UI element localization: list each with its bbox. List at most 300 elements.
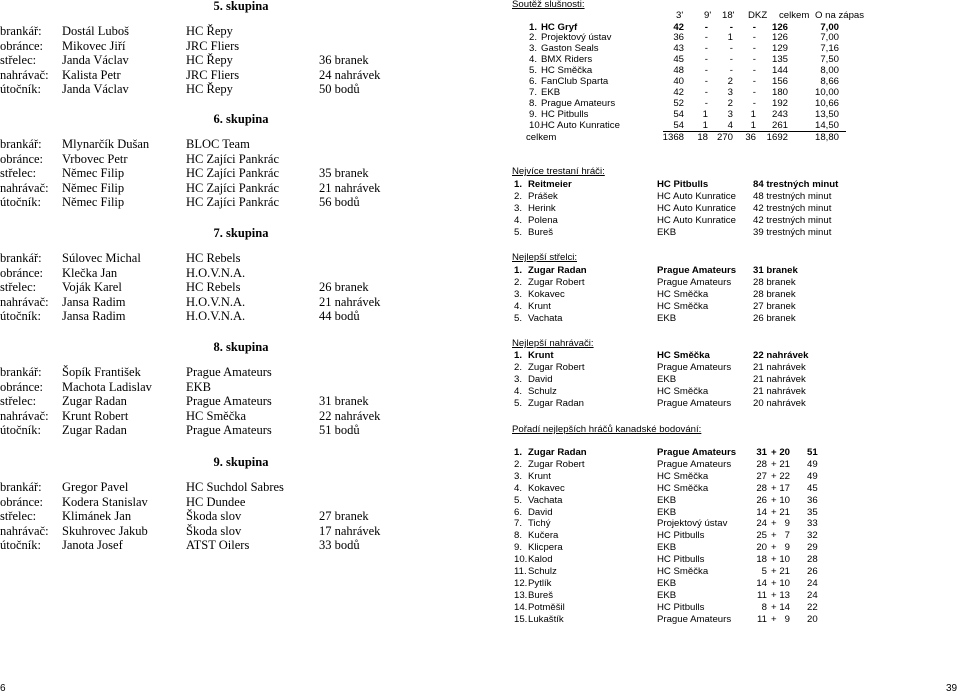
canadian-row xyxy=(0,530,960,542)
canadian-points: 22 xyxy=(807,601,818,613)
allstar-team: HC Dundee xyxy=(186,494,246,509)
penalized-name: Bureš xyxy=(528,227,554,239)
allstar-team: HC Směčka xyxy=(186,408,247,423)
canadian-name: Vachata xyxy=(528,494,563,506)
penalized-name: Herink xyxy=(528,203,556,215)
canadian-row xyxy=(0,459,960,471)
canadian-team: EKB xyxy=(657,542,677,554)
fairplay-c18: - xyxy=(729,65,733,77)
canadian-points: 33 xyxy=(807,518,818,530)
allstar-name: Janda Václav xyxy=(62,53,129,68)
shooters-rank: 3. xyxy=(514,289,523,301)
allstar-team: Prague Amateurs xyxy=(186,365,272,379)
penalized-team: HC Pitbulls xyxy=(657,179,709,190)
canadian-goals: 5 xyxy=(761,566,767,577)
canadian-points: 24 xyxy=(807,589,818,601)
allstar-role: nahrávač: xyxy=(0,180,49,195)
canadian-plus: + xyxy=(771,506,777,518)
canadian-assists: 9 xyxy=(784,613,790,625)
passers-name: Zugar Radan xyxy=(528,398,584,410)
passers-row xyxy=(0,362,960,374)
penalized-value: 42 trestných minut xyxy=(753,215,832,227)
canadian-assists: 13 xyxy=(779,589,790,601)
canadian-name: Klicpera xyxy=(528,542,563,554)
penalized-rank: 3. xyxy=(514,203,523,215)
shooters-value: 27 branek xyxy=(753,301,796,313)
canadian-goals: 24 xyxy=(756,518,767,530)
penalized-value: 39 trestných minut xyxy=(753,227,832,239)
allstar-team: JRC Fliers xyxy=(186,67,240,82)
fairplay-total-row xyxy=(0,132,960,144)
allstar-name: Kalista Petr xyxy=(62,67,121,82)
canadian-assists: 21 xyxy=(779,458,790,470)
shooters-team: Prague Amateurs xyxy=(657,277,732,289)
canadian-goals: 18 xyxy=(756,554,767,566)
allstar-name: Klimánek Jan xyxy=(62,509,132,524)
canadian-rank: 4. xyxy=(514,482,523,494)
canadian-team: EKB xyxy=(657,494,677,506)
fairplay-avg: 7,00 xyxy=(820,21,839,33)
fairplay-avg: 7,50 xyxy=(820,54,839,66)
penalized-row xyxy=(0,179,960,191)
fairplay-c18: 3 xyxy=(727,86,733,98)
allstar-stat: 22 nahrávek xyxy=(319,408,381,423)
fairplay-rank: 7. xyxy=(529,86,538,98)
canadian-assists: 21 xyxy=(779,506,790,518)
canadian-assists: 17 xyxy=(779,482,790,494)
passers-rank: 2. xyxy=(514,362,523,374)
fairplay-rank: 10. xyxy=(529,119,543,131)
fairplay-avg: 8,00 xyxy=(820,65,839,77)
allstar-role: nahrávač: xyxy=(0,408,49,423)
canadian-plus: + xyxy=(771,530,777,542)
canadian-title: Pořadí nejlepších hráčů kanadské bodování: xyxy=(512,424,702,435)
fairplay-c9: - xyxy=(704,43,708,55)
canadian-goals: 28 xyxy=(756,458,767,470)
fairplay-total: 192 xyxy=(771,97,788,109)
penalized-rank: 4. xyxy=(514,215,523,227)
fairplay-dkz: - xyxy=(752,65,756,77)
passers-row xyxy=(0,386,960,398)
canadian-team: HC Směčka xyxy=(657,566,709,577)
fairplay-rank: 5. xyxy=(529,65,538,77)
canadian-name: Kučera xyxy=(528,530,559,542)
allstar-team: HC Rebels xyxy=(186,251,241,265)
shooters-value: 26 branek xyxy=(753,313,796,325)
canadian-points: 36 xyxy=(807,494,818,506)
canadian-rank: 12. xyxy=(514,577,528,589)
allstar-team: HC Zajíci Pankrác xyxy=(186,151,280,166)
penalized-team: HC Auto Kunratice xyxy=(657,191,736,203)
allstar-team: Prague Amateurs xyxy=(186,423,272,438)
canadian-name: Kokavec xyxy=(528,482,565,494)
canadian-team: Prague Amateurs xyxy=(657,447,737,458)
canadian-assists: 10 xyxy=(779,577,790,589)
shooters-name: Zugar Radan xyxy=(528,265,587,276)
group-title: 9. skupina xyxy=(213,455,269,469)
canadian-plus: + xyxy=(771,458,777,470)
allstar-team: H.O.V.N.A. xyxy=(186,309,246,324)
shooters-team: HC Směčka xyxy=(657,289,709,301)
allstar-team: HC Řepy xyxy=(186,53,233,68)
canadian-points: 24 xyxy=(807,577,818,589)
canadian-rank: 2. xyxy=(514,458,523,470)
canadian-row xyxy=(0,542,960,554)
allstar-role: brankář: xyxy=(0,365,42,379)
group-title: 7. skupina xyxy=(213,226,269,240)
allstar-stat: 27 branek xyxy=(319,509,369,524)
canadian-points: 35 xyxy=(807,506,818,518)
allstar-stat: 33 bodů xyxy=(319,538,360,553)
fairplay-title: Soutěž slušnosti: xyxy=(512,0,585,10)
allstar-role: střelec: xyxy=(0,509,37,524)
allstar-role: brankář: xyxy=(0,480,42,494)
allstar-team: JRC Fliers xyxy=(186,38,240,53)
canadian-team: Prague Amateurs xyxy=(657,613,732,625)
passers-name: David xyxy=(528,374,553,386)
allstar-team: HC Zajíci Pankrác xyxy=(186,180,280,195)
canadian-assists: 10 xyxy=(779,554,790,566)
fairplay-team: Prague Amateurs xyxy=(541,97,616,109)
allstar-role: střelec: xyxy=(0,280,37,295)
fairplay-c3: 42 xyxy=(673,21,684,33)
canadian-points: 29 xyxy=(807,542,818,554)
canadian-name: David xyxy=(528,506,553,518)
shooters-name: Krunt xyxy=(528,301,551,313)
fairplay-c3: 52 xyxy=(673,97,684,109)
fairplay-team: HC Pitbulls xyxy=(541,108,589,120)
allstar-name: Skuhrovec Jakub xyxy=(62,523,148,538)
canadian-rank: 1. xyxy=(514,447,523,458)
shooters-name: Zugar Robert xyxy=(528,277,585,289)
page-number-left: 6 xyxy=(0,683,6,694)
fairplay-total-dkz: 36 xyxy=(745,131,756,143)
penalized-value: 48 trestných minut xyxy=(753,191,832,203)
fairplay-c9: - xyxy=(704,32,708,44)
passers-title: Nejlepší nahrávači: xyxy=(512,338,594,349)
allstar-role: brankář: xyxy=(0,24,42,38)
allstar-stat: 21 nahrávek xyxy=(319,294,381,309)
shooters-row xyxy=(0,301,960,313)
allstar-name: Janda Václav xyxy=(62,82,129,97)
allstar-name: Němec Filip xyxy=(62,195,125,210)
allstar-role: obránce: xyxy=(0,265,44,280)
canadian-team: HC Směčka xyxy=(657,482,709,494)
fairplay-total: 144 xyxy=(771,65,788,77)
canadian-name: Kalod xyxy=(528,554,553,566)
fairplay-dkz: - xyxy=(752,43,756,55)
canadian-name: Zugar Radan xyxy=(528,447,587,458)
allstar-name: Mikovec Jiří xyxy=(62,38,126,53)
shooters-row xyxy=(0,313,960,325)
fairplay-dkz: - xyxy=(752,86,756,98)
canadian-name: Tichý xyxy=(528,518,551,530)
canadian-team: EKB xyxy=(657,589,677,601)
passers-team: Prague Amateurs xyxy=(657,362,732,374)
fairplay-column-header: DKZ xyxy=(748,10,768,21)
fairplay-c18: 2 xyxy=(727,97,733,109)
penalized-name: Reitmeier xyxy=(528,179,572,190)
allstar-role: nahrávač: xyxy=(0,67,49,82)
penalized-name: Polena xyxy=(528,215,558,227)
fairplay-c3: 54 xyxy=(673,108,684,120)
canadian-team: Prague Amateurs xyxy=(657,458,732,470)
canadian-plus: + xyxy=(771,518,777,530)
passers-value: 21 nahrávek xyxy=(753,374,806,386)
canadian-team: EKB xyxy=(657,506,677,518)
fairplay-c18: - xyxy=(729,43,733,55)
fairplay-total: 135 xyxy=(771,54,788,66)
allstar-team: H.O.V.N.A. xyxy=(186,265,246,280)
passers-team: HC Směčka xyxy=(657,350,710,361)
canadian-points: 28 xyxy=(807,554,818,566)
canadian-name: Potměšil xyxy=(528,601,565,613)
fairplay-column-header: 9' xyxy=(704,10,712,21)
group-title: 6. skupina xyxy=(213,112,269,126)
allstar-role: nahrávač: xyxy=(0,523,49,538)
canadian-assists: 9 xyxy=(784,518,790,530)
fairplay-c9: 1 xyxy=(702,119,708,131)
allstar-stat: 44 bodů xyxy=(319,309,360,324)
allstar-stat: 31 branek xyxy=(319,394,369,409)
fairplay-rank: 9. xyxy=(529,108,538,120)
shooters-rank: 5. xyxy=(514,313,523,325)
fairplay-rank: 4. xyxy=(529,54,538,66)
canadian-goals: 14 xyxy=(756,577,767,589)
fairplay-team: HC Gryf xyxy=(541,21,578,33)
fairplay-total: 261 xyxy=(771,119,788,131)
fairplay-total-c18: 270 xyxy=(716,131,733,143)
shooters-team: Prague Amateurs xyxy=(657,265,737,276)
canadian-name: Zugar Robert xyxy=(528,458,585,470)
allstar-team: H.O.V.N.A. xyxy=(186,294,246,309)
canadian-plus: + xyxy=(771,589,777,601)
canadian-goals: 26 xyxy=(756,494,767,506)
fairplay-team: FanClub Sparta xyxy=(541,76,609,87)
fairplay-total: 126 xyxy=(771,32,788,44)
fairplay-dkz: 1 xyxy=(750,119,756,131)
penalized-row xyxy=(0,227,960,239)
canadian-plus: + xyxy=(771,601,777,613)
fairplay-c9: - xyxy=(704,97,708,109)
canadian-name: Krunt xyxy=(528,470,551,482)
allstar-name: Němec Filip xyxy=(62,166,125,181)
passers-rank: 5. xyxy=(514,398,523,410)
fairplay-c9: - xyxy=(704,65,708,77)
allstar-name: Súlovec Michal xyxy=(62,251,141,265)
penalized-name: Prášek xyxy=(528,191,558,203)
fairplay-total-c9: 18 xyxy=(697,131,708,143)
fairplay-c18: 3 xyxy=(727,108,733,120)
canadian-rank: 14. xyxy=(514,601,528,613)
canadian-rank: 7. xyxy=(514,518,523,530)
fairplay-column-header: O na zápas xyxy=(815,10,865,21)
canadian-plus: + xyxy=(771,482,777,494)
shooters-row xyxy=(0,265,960,277)
fairplay-c18: 2 xyxy=(727,76,733,87)
fairplay-total-total: 1692 xyxy=(766,131,788,143)
fairplay-c18: 4 xyxy=(727,119,733,131)
fairplay-column-header: 3' xyxy=(676,10,684,21)
passers-rank: 1. xyxy=(514,350,523,361)
allstar-role: střelec: xyxy=(0,53,37,68)
canadian-points: 49 xyxy=(807,458,818,470)
allstar-name: Němec Filip xyxy=(62,180,125,195)
fairplay-total: 156 xyxy=(771,76,788,87)
passers-rank: 3. xyxy=(514,374,523,386)
shooters-rank: 4. xyxy=(514,301,523,313)
allstar-name: Gregor Pavel xyxy=(62,480,129,494)
fairplay-dkz: - xyxy=(752,54,756,66)
canadian-rank: 13. xyxy=(514,589,528,601)
fairplay-total-label: celkem xyxy=(526,131,557,143)
allstar-team: HC Řepy xyxy=(186,82,233,97)
canadian-goals: 28 xyxy=(756,482,767,494)
fairplay-avg: 10,66 xyxy=(814,97,839,109)
canadian-plus: + xyxy=(771,542,777,554)
canadian-plus: + xyxy=(771,577,777,589)
passers-value: 21 nahrávek xyxy=(753,362,806,374)
allstar-role: útočník: xyxy=(0,423,41,438)
passers-row xyxy=(0,374,960,386)
shooters-name: Vachata xyxy=(528,313,563,325)
canadian-team: Projektový ústav xyxy=(657,518,728,530)
allstar-name: Dostál Luboš xyxy=(62,24,130,38)
allstar-name: Jansa Radim xyxy=(62,294,126,309)
canadian-team: HC Pitbulls xyxy=(657,554,705,566)
fairplay-rank: 3. xyxy=(529,43,538,55)
fairplay-c9: - xyxy=(704,86,708,98)
fairplay-team: HC Směčka xyxy=(541,65,593,77)
allstar-name: Klečka Jan xyxy=(62,265,118,280)
fairplay-avg: 7,00 xyxy=(820,32,839,44)
passers-team: EKB xyxy=(657,374,677,386)
allstar-role: útočník: xyxy=(0,82,41,97)
canadian-assists: 10 xyxy=(779,494,790,506)
canadian-rank: 8. xyxy=(514,530,523,542)
canadian-plus: + xyxy=(771,554,777,566)
fairplay-c3: 43 xyxy=(673,43,684,55)
allstar-name: Zugar Radan xyxy=(62,423,127,438)
fairplay-avg: 7,16 xyxy=(820,43,839,55)
allstar-stat: 21 nahrávek xyxy=(319,180,381,195)
canadian-team: HC Směčka xyxy=(657,470,709,482)
shooters-value: 28 branek xyxy=(753,277,796,289)
passers-name: Krunt xyxy=(528,350,554,361)
allstar-role: střelec: xyxy=(0,394,37,409)
passers-team: Prague Amateurs xyxy=(657,398,732,410)
allstar-stat: 56 bodů xyxy=(319,195,360,210)
fairplay-dkz: - xyxy=(752,76,756,87)
allstar-team: HC Zajíci Pankrác xyxy=(186,195,280,210)
page-number-right: 39 xyxy=(946,683,958,694)
allstar-stat: 26 branek xyxy=(319,280,369,295)
canadian-row xyxy=(0,518,960,530)
canadian-plus: + xyxy=(771,566,777,577)
canadian-goals: 11 xyxy=(757,613,767,625)
allstar-stat: 35 branek xyxy=(319,166,369,181)
fairplay-avg: 10,00 xyxy=(814,86,839,98)
canadian-name: Schulz xyxy=(528,566,557,577)
fairplay-c18: - xyxy=(729,21,733,33)
canadian-rank: 3. xyxy=(514,470,523,482)
canadian-row xyxy=(0,614,960,626)
canadian-points: 51 xyxy=(807,447,818,458)
fairplay-c18: 1 xyxy=(727,32,733,44)
fairplay-c3: 36 xyxy=(673,32,684,44)
penalized-title: Nejvíce trestaní hráči: xyxy=(512,166,605,177)
penalized-team: EKB xyxy=(657,227,677,239)
allstar-team: HC Řepy xyxy=(186,24,233,38)
allstar-role: obránce: xyxy=(0,379,44,394)
allstar-name: Machota Ladislav xyxy=(62,379,152,394)
shooters-value: 31 branek xyxy=(753,265,798,276)
canadian-rank: 10. xyxy=(514,554,528,566)
allstar-name: Voják Karel xyxy=(62,280,122,295)
canadian-goals: 27 xyxy=(756,470,767,482)
canadian-points: 32 xyxy=(807,530,818,542)
allstar-role: obránce: xyxy=(0,151,44,166)
canadian-points: 49 xyxy=(807,470,818,482)
fairplay-c18: - xyxy=(729,54,733,66)
fairplay-team: HC Auto Kunratice xyxy=(541,119,620,131)
allstar-team: HC Rebels xyxy=(186,280,241,295)
penalized-row xyxy=(0,191,960,203)
canadian-goals: 8 xyxy=(761,601,767,613)
passers-rank: 4. xyxy=(514,386,523,398)
canadian-assists: 9 xyxy=(784,542,790,554)
passers-team: HC Směčka xyxy=(657,386,709,398)
allstar-name: Šopík František xyxy=(62,365,141,379)
canadian-row xyxy=(0,554,960,566)
canadian-assists: 20 xyxy=(779,447,790,458)
canadian-row xyxy=(0,447,960,459)
fairplay-rank: 1. xyxy=(529,21,538,33)
canadian-rank: 9. xyxy=(514,542,523,554)
shooters-team: EKB xyxy=(657,313,677,325)
fairplay-c3: 42 xyxy=(673,86,684,98)
canadian-goals: 14 xyxy=(756,506,767,518)
penalized-rank: 1. xyxy=(514,179,523,190)
allstar-name: Jansa Radim xyxy=(62,309,126,324)
canadian-name: Pytlík xyxy=(528,577,552,589)
fairplay-c9: - xyxy=(704,21,708,33)
canadian-plus: + xyxy=(771,447,777,458)
allstar-name: Kodera Stanislav xyxy=(62,494,148,509)
allstar-team: HC Zajíci Pankrác xyxy=(186,166,280,181)
allstar-role: brankář: xyxy=(0,251,42,265)
allstar-role: útočník: xyxy=(0,195,41,210)
allstar-team: ATST Oilers xyxy=(186,538,250,553)
penalized-rank: 5. xyxy=(514,227,523,239)
canadian-row xyxy=(0,507,960,519)
shooters-team: HC Směčka xyxy=(657,301,709,313)
passers-value: 21 nahrávek xyxy=(753,386,806,398)
canadian-plus: + xyxy=(771,613,777,625)
canadian-goals: 31 xyxy=(756,447,767,458)
allstar-stat: 24 nahrávek xyxy=(319,67,381,82)
fairplay-total-avg: 18,80 xyxy=(814,131,839,143)
penalized-row xyxy=(0,215,960,227)
canadian-rank: 11. xyxy=(514,566,527,577)
canadian-team: HC Pitbulls xyxy=(657,530,705,542)
fairplay-column-header: 18' xyxy=(722,10,735,21)
fairplay-total: 126 xyxy=(771,21,788,33)
shooters-value: 28 branek xyxy=(753,289,796,301)
allstar-team: Škoda slov xyxy=(186,523,242,538)
canadian-row xyxy=(0,590,960,602)
canadian-row xyxy=(0,483,960,495)
